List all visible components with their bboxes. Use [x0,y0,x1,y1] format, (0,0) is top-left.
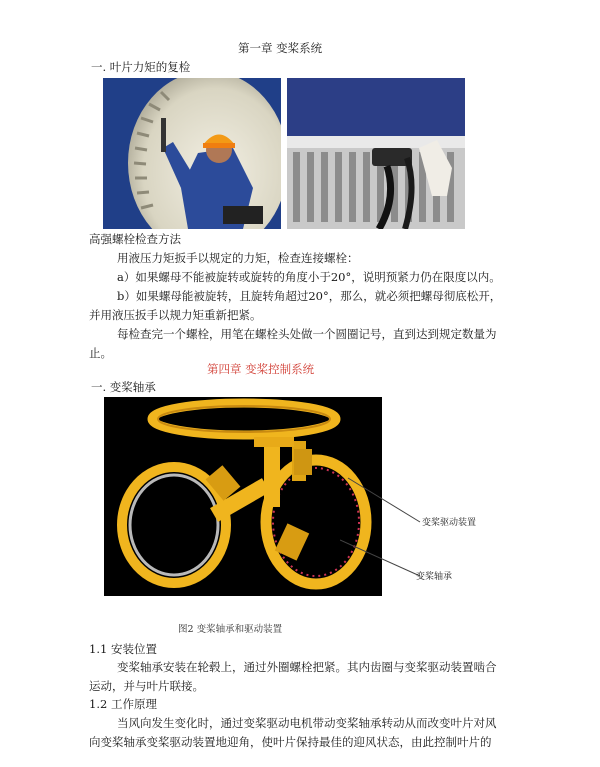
photo-bolt-inspection-graphic [287,78,465,229]
section-1-2-title: 1.2 工作原理 [89,697,157,711]
figure-caption: 图2 变桨轴承和驱动装置 [178,624,283,635]
chapter1-title: 第一章 变桨系统 [238,41,323,55]
chapter1-para3-line1: b）如果螺母能被旋转，且旋转角超过20°，那么，就必须把螺母彻底松开， [117,289,502,303]
photo-bolt-inspection [287,78,465,229]
chapter1-subtitle: 高强螺栓检查方法 [89,232,181,246]
photo-worker-in-hub [103,78,281,229]
section-1-2-para-line2: 向变桨轴承变桨驱动装置地迎角，使叶片保持最佳的迎风状态，由此控制叶片的 [89,735,492,749]
callout-line-drive [348,478,420,522]
photo-worker-in-hub-graphic [103,78,281,229]
figure-label-bearing: 变桨轴承 [416,572,453,582]
section-1-1-title: 1.1 安装位置 [89,642,157,656]
chapter1-para1: 用液压力矩扳手以规定的力矩，检查连接螺栓： [117,251,359,265]
callout-line-bearing [340,540,420,576]
section-1-2-para-line1: 当风向发生变化时，通过变桨驱动电机带动变桨轴承转动从而改变叶片对风 [117,716,497,730]
section-1-1-para-line2: 运动，并与叶片联接。 [89,679,204,693]
chapter4-section1-heading: 一. 变桨轴承 [91,380,156,394]
figure-label-drive: 变桨驱动装置 [422,518,477,528]
chapter4-title: 第四章 变桨控制系统 [207,362,315,376]
chapter1-para4-line1: 每检查完一个螺栓，用笔在螺栓头处做一个圆圈记号，直到达到规定数量为 [117,327,497,341]
chapter1-section1-heading: 一. 叶片力矩的复检 [91,60,191,74]
section-1-1-para-line1: 变桨轴承安装在轮毂上，通过外圈螺栓把紧。其内齿圈与变桨驱动装置啮合 [117,660,497,674]
chapter1-para4-line2: 止。 [89,346,112,360]
chapter1-para2: a）如果螺母不能被旋转或旋转的角度小于20°，说明预紧力仍在限度以内。 [117,270,501,284]
chapter1-para3-line2: 并用液压扳手以规力矩重新把紧。 [89,308,262,322]
